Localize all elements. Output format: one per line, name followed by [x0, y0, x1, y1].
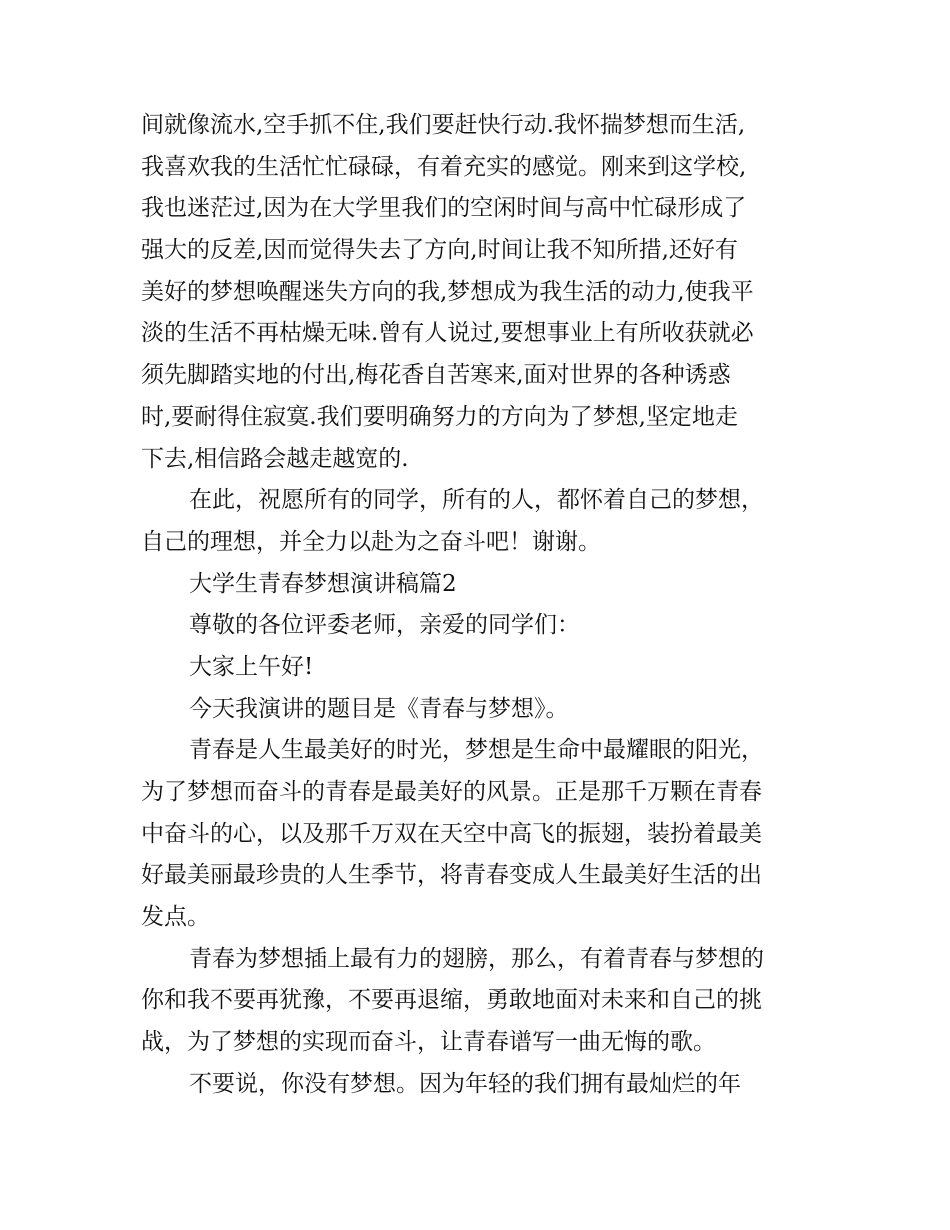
text-line: 今天我演讲的题目是《青春与梦想》。: [189, 695, 569, 722]
text-line: 自己的理想，并全力以赴为之奋斗吧！谢谢。: [141, 528, 601, 555]
text-line: 我也迷茫过,因为在大学里我们的空闲时间与高中忙碌形成了: [141, 195, 747, 222]
text-line: 间就像流水,空手抓不住,我们要赶快行动.我怀揣梦想而生活,: [141, 112, 746, 138]
text-line: 强大的反差,因而觉得失去了方向,时间让我不知所措,还好有: [141, 237, 738, 264]
text-line: 时,要耐得住寂寞.我们要明确努力的方向为了梦想,坚定地走: [141, 403, 738, 430]
text-line: 你和我不要再犹豫，不要再退缩，勇敢地面对未来和自己的挑: [141, 987, 762, 1014]
text-line: 下去,相信路会越走越宽的.: [141, 445, 409, 472]
text-line: 美好的梦想唤醒迷失方向的我,梦想成为我生活的动力,使我平: [141, 278, 754, 305]
text-line: 大学生青春梦想演讲稿篇2: [189, 570, 457, 597]
text-line: 好最美丽最珍贵的人生季节，将青春变成人生最美好生活的出: [141, 862, 762, 889]
text-line: 在此，祝愿所有的同学，所有的人，都怀着自己的梦想，: [189, 487, 764, 514]
text-line: 尊敬的各位评委老师，亲爱的同学们：: [189, 612, 580, 639]
text-line: 我喜欢我的生活忙忙碌碌，有着充实的感觉。刚来到这学校,: [141, 153, 747, 180]
text-line: 发点。: [141, 904, 210, 931]
text-line: 青春为梦想插上最有力的翅膀，那么，有着青春与梦想的: [189, 945, 764, 972]
text-line: 须先脚踏实地的付出,梅花香自苦寒来,面对世界的各种诱惑: [141, 362, 731, 389]
text-line: 中奋斗的心，以及那千万双在天空中高飞的振翅，装扮着最美: [141, 820, 762, 847]
text-line: 淡的生活不再枯燥无味.曾有人说过,要想事业上有所收获就必: [141, 320, 754, 347]
text-line: 战，为了梦想的实现而奋斗，让青春谱写一曲无悔的歌。: [141, 1029, 716, 1056]
text-line: 为了梦想而奋斗的青春是最美好的风景。正是那千万颗在青春: [141, 779, 762, 805]
document-body: [141, 105, 817, 1106]
text-line: 不要说，你没有梦想。因为年轻的我们拥有最灿烂的年: [189, 1070, 741, 1097]
text-line: 大家上午好!: [189, 653, 314, 680]
text-line: 青春是人生最美好的时光，梦想是生命中最耀眼的阳光，: [189, 737, 764, 764]
